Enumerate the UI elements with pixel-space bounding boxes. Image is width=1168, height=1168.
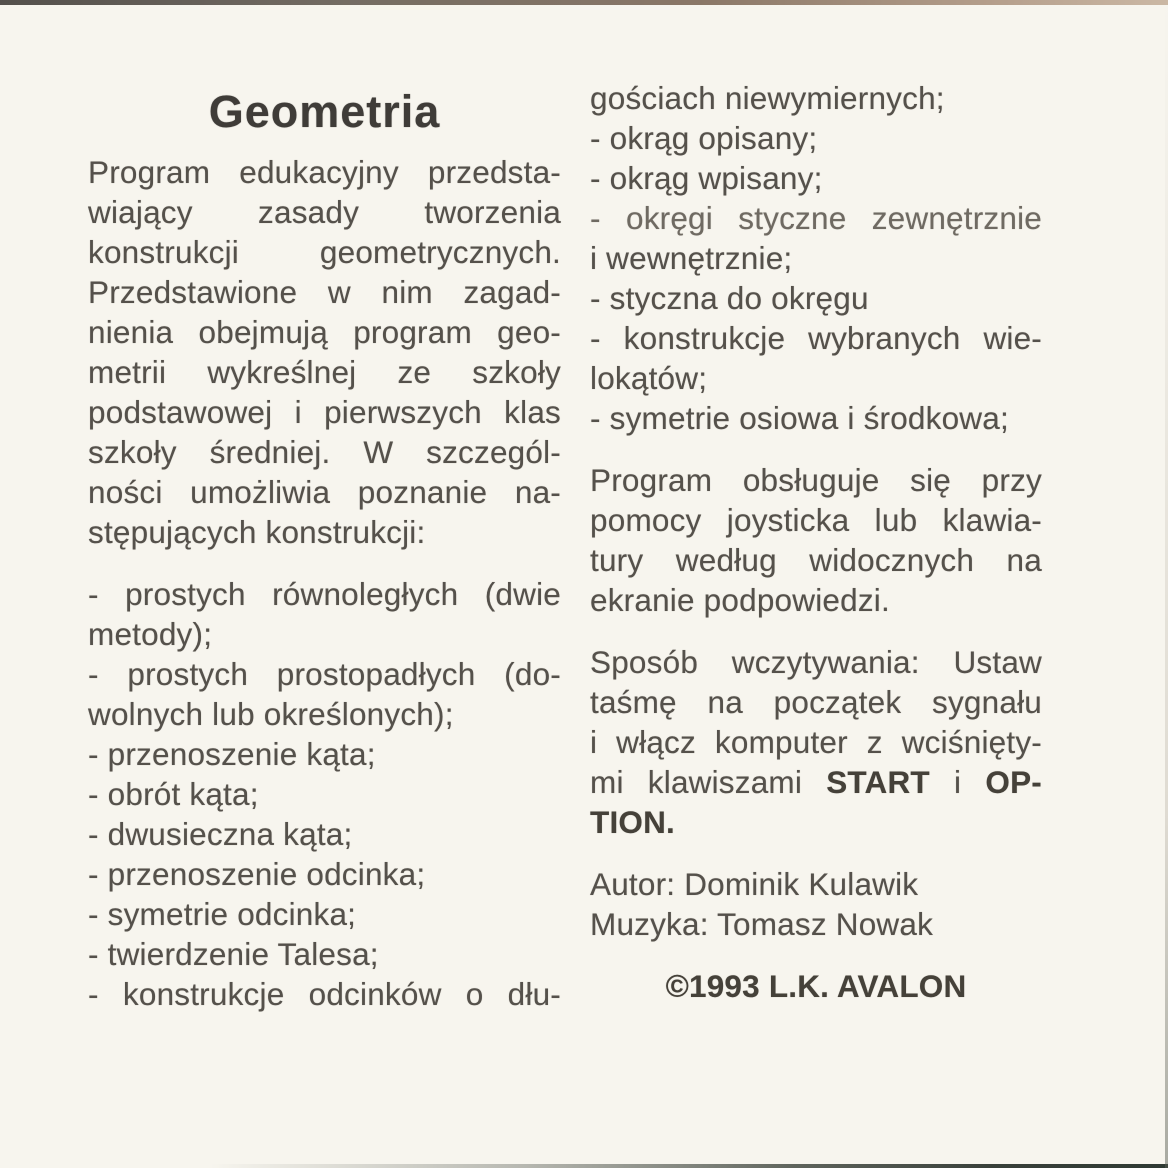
text-segment: i [929,764,986,800]
text-line: wolnych lub określonych); [88,696,454,732]
text-segment: mi klawiszami [590,764,827,800]
text-line: - dwusieczna kąta; [88,816,353,852]
text-line: wiający zasady tworzenia [88,194,561,230]
text-line: - twierdzenie Talesa; [88,936,379,972]
text-line: lokątów; [590,360,708,396]
bold-text-segment: TION. [590,804,675,840]
text-line: - prostych równoległych (dwie [88,576,561,612]
text-line: - prostych prostopadłych (do- [88,656,561,692]
text-line: podstawowej i pierwszych klas [88,394,561,430]
bold-text-segment: OP- [985,764,1042,800]
left-column [88,86,561,1014]
text-block [88,152,561,552]
right-column-text [590,78,1042,1006]
bold-text-segment: START [826,764,930,800]
text-line: szkoły średniej. W szczegól- [88,434,561,470]
text-line: Program edukacyjny przedsta- [88,154,561,190]
text-line: - okręgi styczne zewnętrznie [590,200,1042,236]
text-line: pomocy joysticka lub klawia- [590,502,1042,538]
text-block [590,78,1042,438]
text-line: - obrót kąta; [88,776,259,812]
text-line [590,762,1042,802]
text-line: Autor: Dominik Kulawik [590,866,919,902]
left-column-text [88,152,561,1014]
text-line: metrii wykreślnej ze szkoły [88,354,561,390]
text-line: taśmę na początek sygnału [590,684,1042,720]
scan-edge-bottom [0,1164,1168,1168]
text-line: - konstrukcje odcinków o dłu- [88,976,561,1012]
text-line: - konstrukcje wybranych wie- [590,320,1042,356]
text-line: - przenoszenie kąta; [88,736,376,772]
text-line [590,802,1042,842]
text-line: ekranie podpowiedzi. [590,582,890,618]
text-line: - okrąg opisany; [590,120,818,156]
text-line: tury według widocznych na [590,542,1042,578]
text-line: ©1993 L.K. AVALON [665,968,967,1004]
text-line: ności umożliwia poznanie na- [88,474,561,510]
right-column [590,78,1042,1006]
text-line: - symetrie osiowa i środkowa; [590,400,1009,436]
text-line: - styczna do okręgu [590,280,869,316]
text-line: - przenoszenie odcinka; [88,856,426,892]
text-line: Muzyka: Tomasz Nowak [590,906,934,942]
text-line: i wewnętrznie; [590,240,793,276]
text-line: Program obsługuje się przy [590,462,1042,498]
text-line: stępujących konstrukcji: [88,514,426,550]
text-block [590,966,1042,1006]
text-block [88,574,561,1014]
text-block [590,864,1042,944]
text-block [590,642,1042,842]
text-line: nienia obejmują program geo- [88,314,561,350]
scan-edge-top [0,0,1168,5]
page-title: Geometria [208,86,441,137]
text-line: i włącz komputer z wciśnięty- [590,724,1042,760]
text-line: gościach niewymiernych; [590,80,945,116]
text-line: - okrąg wpisany; [590,160,823,196]
text-line: Sposób wczytywania: Ustaw [590,644,1042,680]
text-line: konstrukcji geometrycznych. [88,234,561,270]
text-block [590,460,1042,620]
text-line: - symetrie odcinka; [88,896,357,932]
text-line: Przedstawione w nim zagad- [88,274,561,310]
text-line: metody); [88,616,213,652]
